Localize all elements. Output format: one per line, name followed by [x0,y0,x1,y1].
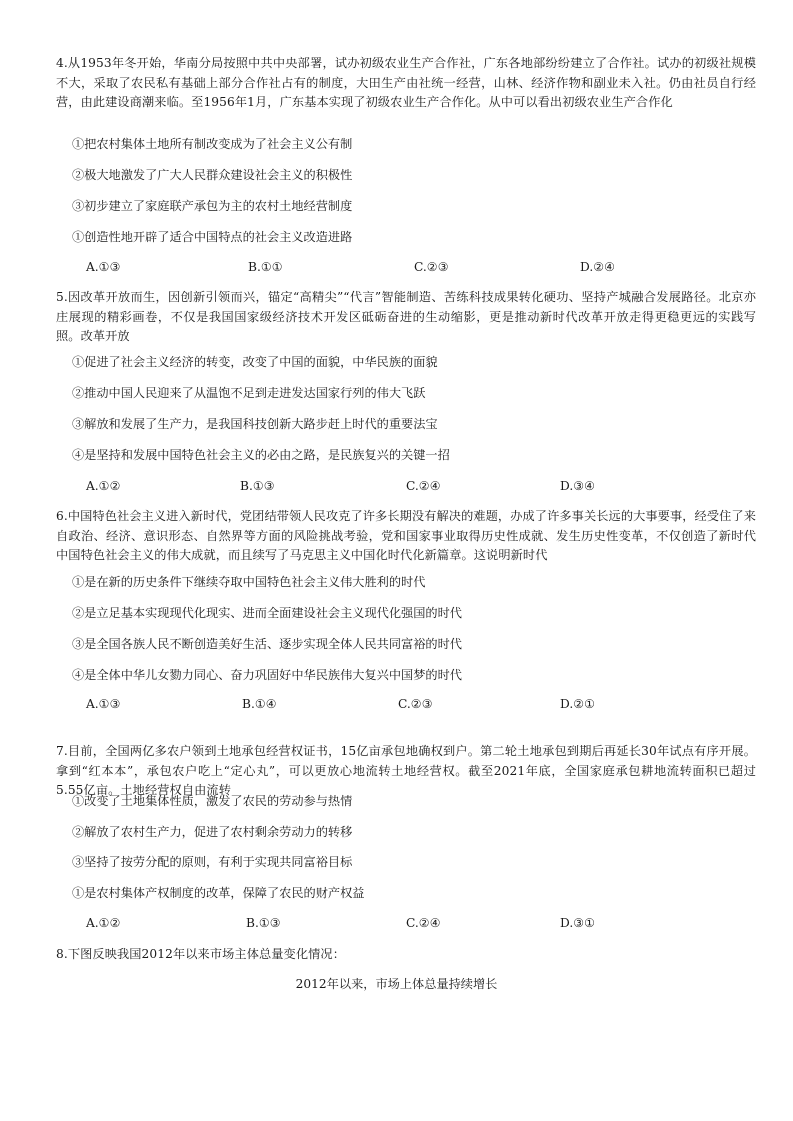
option-statement: ①是在新的历史条件下继续夺取中国特色社会主义伟大胜利的时代 [72,575,426,589]
option-statement: ④是全体中华儿女勠力同心、奋力巩固好中华民族伟大复兴中国梦的时代 [72,668,462,682]
choice-a[interactable]: A.①③ [86,697,121,711]
choice-c[interactable]: C.②④ [406,916,441,930]
answer-choices [86,697,686,717]
choice-c[interactable]: C.②③ [414,260,449,274]
choice-b[interactable]: B.①③ [246,916,281,930]
choice-b[interactable]: B.①① [248,260,283,274]
question-7 [56,742,756,930]
answer-choices [86,260,686,280]
choice-c[interactable]: C.②④ [406,479,441,493]
choice-a[interactable]: A.①② [86,916,121,930]
choice-a[interactable]: A.①② [86,479,121,493]
question-6 [56,507,756,711]
option-statement: ①改变了土地集体性质，激发了农民的劳动参与热情 [72,794,353,808]
option-statement: ②推动中国人民迎来了从温饱不足到走进发达国家行列的伟大飞跃 [72,386,426,400]
question-stem: 7.目前，全国两亿多农户领到土地承包经营权证书，15亿亩承包地确权到户。第二轮土地承包到期后再延长30年试点有序开展。拿到“红本本”，承包农户吃上“定心丸”，可以更放心地流转土地经营权。截至2021年底，全国家庭承包耕地流转面积已超过 5.55亿亩。土地经营权自由流转 [56,744,756,797]
option-statement: ①是农村集体产权制度的改革，保障了农民的财产权益 [72,886,365,900]
choice-b[interactable]: B.①④ [242,697,277,711]
question-stem: 8.下图反映我国2012年以来市场主体总量变化情况： [56,947,345,961]
choice-d[interactable]: D.③① [560,916,596,930]
choice-d[interactable]: D.②① [560,697,596,711]
option-statement: ④是坚持和发展中国特色社会主义的必由之路，是民族复兴的关键一招 [72,448,450,462]
answer-choices [86,479,686,499]
question-stem: 5.因改革开放而生，因创新引领而兴，锚定“高精尖”“代言”智能制造、苦练科技成果转化硬功、坚持产城融合发展路径。北京亦庄展现的精彩画卷，不仅是我国国家级经济技术开发区砥砺奋进的生动缩影，更是推动新时代改革开放走得更稳更远的实践写照。改革开放 [56,290,756,343]
option-statement: ②是立足基本实现现代化现实、进而全面建设社会主义现代化强国的时代 [72,606,462,620]
choice-d[interactable]: D.③④ [560,479,596,493]
choice-a[interactable]: A.①③ [86,260,121,274]
option-statement: ①促进了社会主义经济的转变，改变了中国的面貌，中华民族的面貌 [72,355,438,369]
question-5 [56,288,756,493]
option-statement: ①把农村集体土地所有制改变成为了社会主义公有制 [72,137,353,151]
question-4 [56,54,756,274]
choice-c[interactable]: C.②③ [398,697,433,711]
option-statement: ③初步建立了家庭联产承包为主的农村土地经营制度 [72,199,353,213]
question-stem: 6.中国特色社会主义进入新时代，党团结带领人民攻克了许多长期没有解决的难题，办成了许多事关长远的大事要事，经受住了来自政治、经济、意识形态、自然界等方面的风险挑战考验，党和国家事业取得历史性成就、发生历史性变革，不仅创造了新时代中国特色社会主义的伟大成就，而且续写了马克思主义中国化时代化新篇章。这说明新时代 [56,509,756,562]
option-statement: ②极大地激发了广大人民群众建设社会主义的积极性 [72,168,353,182]
option-statement: ③坚持了按劳分配的原则，有利于实现共同富裕目标 [72,855,353,869]
answer-choices [86,916,686,936]
question-stem: 4.从1953年冬开始，华南分局按照中共中央部署，试办初级农业生产合作社，广东各地部纷纷建立了合作社。试办的初级社规模不大，采取了农民私有基础上部分合作社占有的制度，大田生产由社统一经营，山林、经济作物和副业未入社。仍由社员自行经营，由此建设商潮来临。至1956年1月，广东基本实现了初级农业生产合作化。从中可以看出初级农业生产合作化 [56,56,756,109]
option-statement: ③是全国各族人民不断创造美好生活、逐步实现全体人民共同富裕的时代 [72,637,462,651]
choice-b[interactable]: B.①③ [240,479,275,493]
chart-caption: 2012年以来，市场上体总量持续增长 [295,977,498,991]
choice-d[interactable]: D.②④ [580,260,616,274]
option-statement: ②解放了农村生产力，促进了农村剩余劳动力的转移 [72,825,353,839]
option-statement: ①创造性地开辟了适合中国特点的社会主义改造进路 [72,230,353,244]
question-8 [56,945,756,965]
option-statement: ③解放和发展了生产力，是我国科技创新大路步赶上时代的重要法宝 [72,417,438,431]
